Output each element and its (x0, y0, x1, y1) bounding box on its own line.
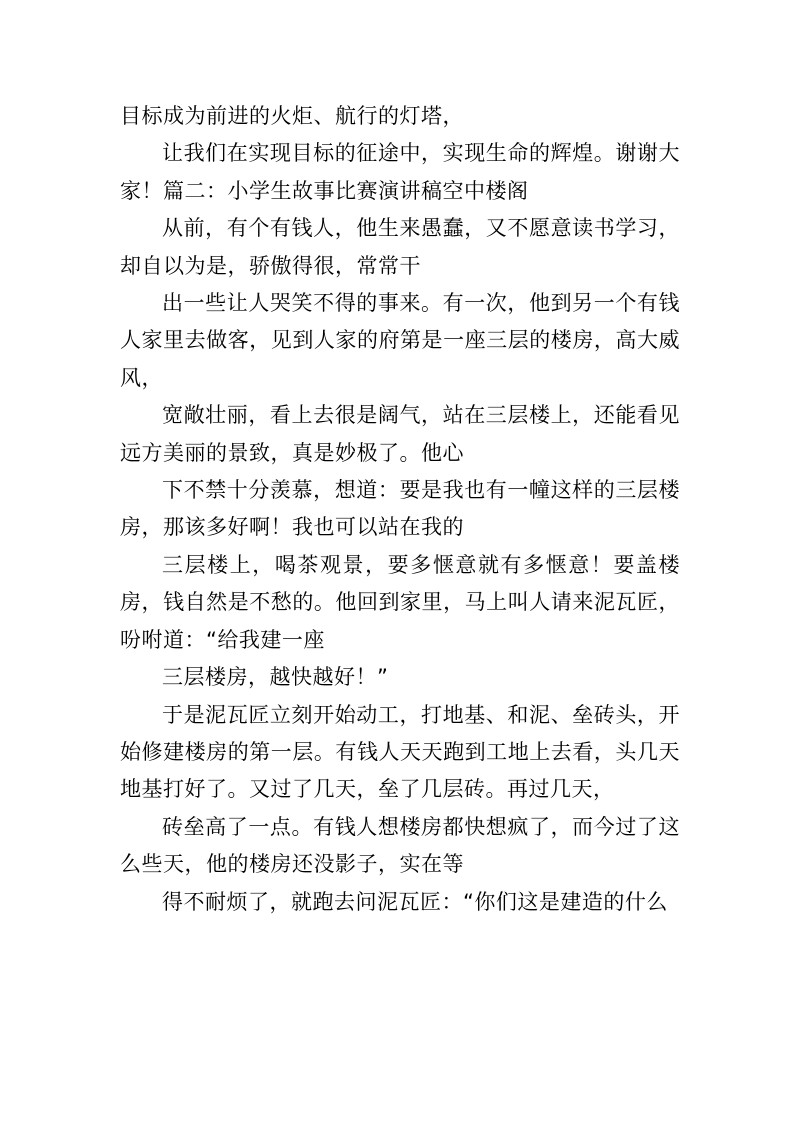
paragraph-9: 于是泥瓦匠立刻开始动工，打地基、和泥、垒砖头，开始修建楼房的第一层。有钱人天天跑到工地上去看，头几天地基打好了。又过了几天，垒了几层砖。再过几天， (120, 702, 680, 802)
body-text (120, 98, 680, 921)
paragraph-2: 让我们在实现目标的征途中，实现生命的辉煌。谢谢大家！篇二：小学生故事比赛演讲稿空中楼阁 (120, 141, 680, 203)
paragraph-1: 目标成为前进的火炬、航行的灯塔， (120, 104, 464, 128)
paragraph-3: 从前，有个有钱人，他生来愚蠢，又不愿意读书学习，却自以为是，骄傲得很，常常干 (120, 216, 680, 278)
paragraph-5: 宽敞壮丽，看上去很是阔气，站在三层楼上，还能看见远方美丽的景致，真是妙极了。他心 (120, 403, 680, 465)
paragraph-8: 三层楼房，越快越好！” (162, 665, 389, 690)
paragraph-11: 得不耐烦了，就跑去问泥瓦匠：“你们这是建造的什么 (162, 889, 668, 914)
paragraph-7: 三层楼上，喝茶观景，要多惬意就有多惬意！要盖楼房，钱自然是不愁的。他回到家里，马上叫人请来泥瓦匠，吩咐道：“给我建一座 (120, 552, 680, 652)
paragraph-4: 出一些让人哭笑不得的事来。有一次，他到另一个有钱人家里去做客，见到人家的府第是一座三层的楼房，高大威风， (120, 291, 680, 390)
paragraph-10: 砖垒高了一点。有钱人想楼房都快想疯了，而今过了这么些天，他的楼房还没影子，实在等 (120, 814, 680, 877)
paragraph-6: 下不禁十分羡慕，想道：要是我也有一幢这样的三层楼房，那该多好啊！我也可以站在我的 (120, 478, 680, 540)
